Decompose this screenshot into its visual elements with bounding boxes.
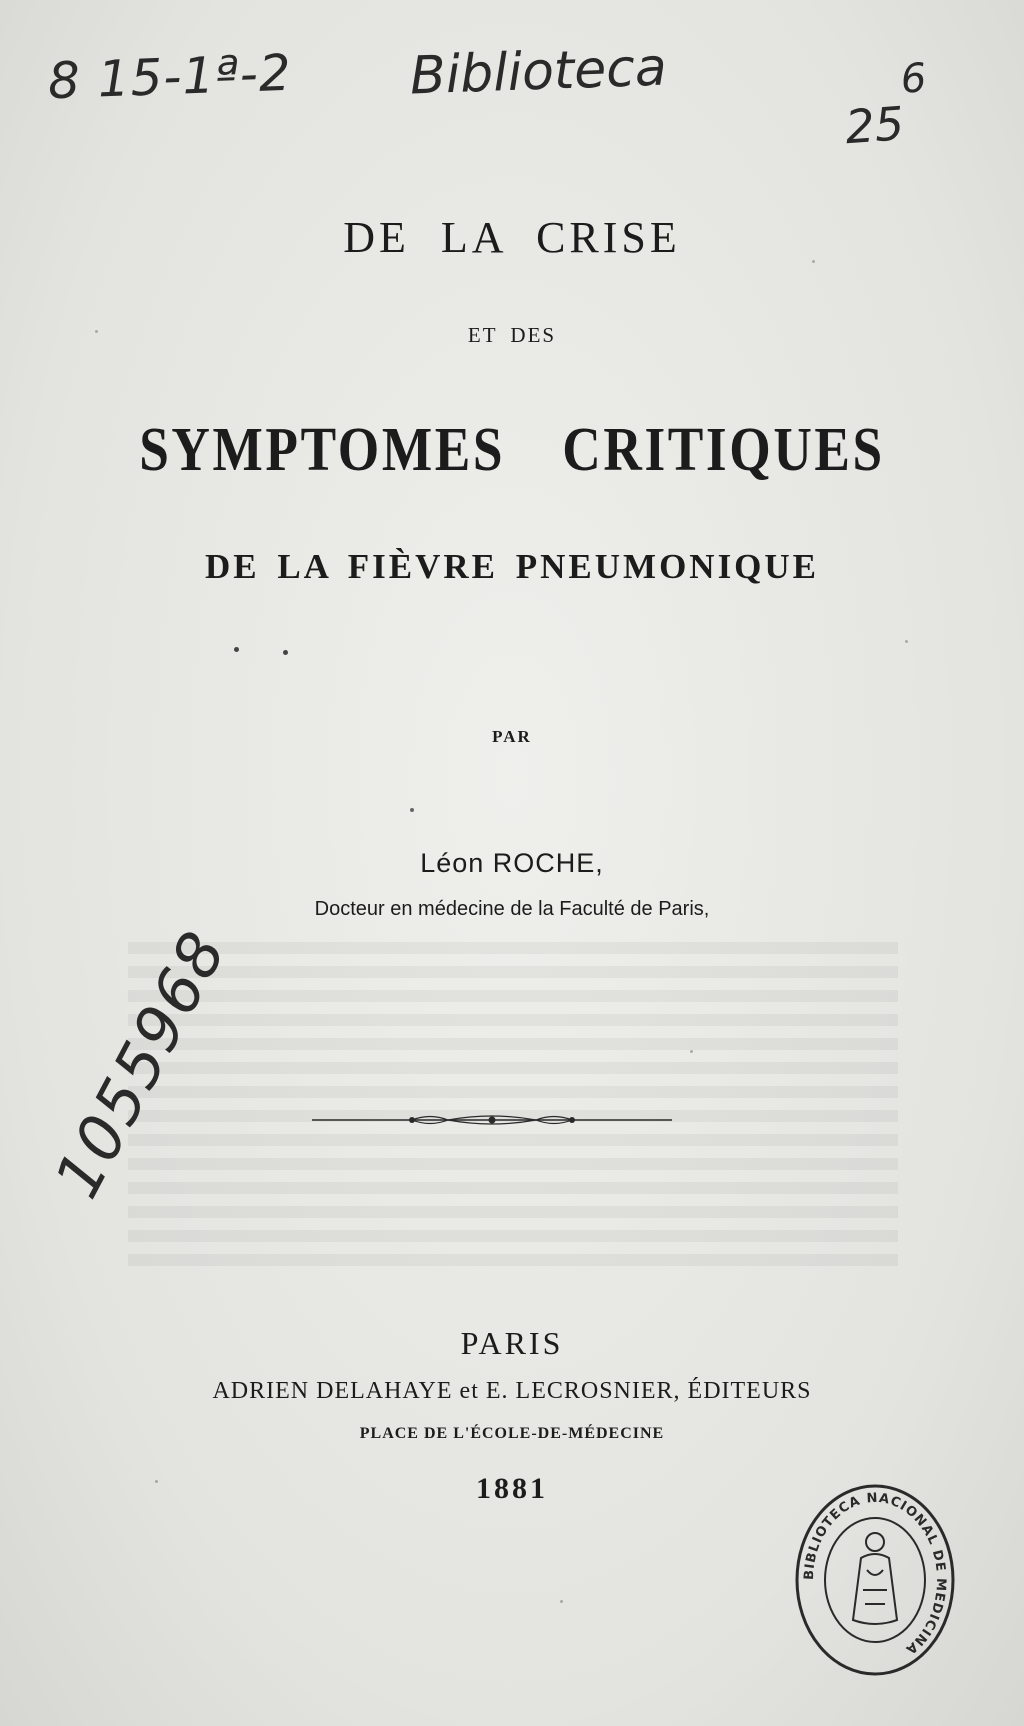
stamp-text: BIBLIOTECA NACIONAL DE MEDICINA [801,1490,949,1658]
handwritten-number-main: 25 [843,96,906,155]
by-label: PAR [492,727,532,746]
ink-dot [283,650,288,655]
title-line-2: ET DES [467,323,557,347]
title-line-4: DE LA FIÈVRE PNEUMONIQUE [204,547,820,586]
author-title: Docteur en médecine de la Faculté de Paris, [314,898,710,920]
ink-dot [410,808,414,812]
imprint-year: 1881 [476,1472,548,1505]
imprint-city: PARIS [460,1325,564,1361]
title-line-3: SYMPTOMES CRITIQUES [139,416,885,484]
handwritten-inventory-number: 1055968 [40,918,241,1210]
imprint-address: PLACE DE L'ÉCOLE-DE-MÉDECINE [359,1425,665,1442]
imprint-publisher: ADRIEN DELAHAYE et E. LECROSNIER, ÉDITEURS [212,1378,812,1404]
stamp-figure-icon [853,1533,897,1624]
handwritten-number-sup: 6 [899,55,928,103]
ornamental-rule [312,1110,672,1130]
title-line-1: DE LA CRISE [343,213,681,262]
bleed-through-text [128,930,898,1277]
ink-dot [234,647,239,652]
library-stamp [785,1480,965,1680]
handwritten-number [843,55,931,155]
author-name: Léon ROCHE, [420,848,604,878]
handwritten-library-label: Biblioteca [409,37,668,107]
handwritten-shelfmark: 8 15-1ª-2 [47,43,293,111]
